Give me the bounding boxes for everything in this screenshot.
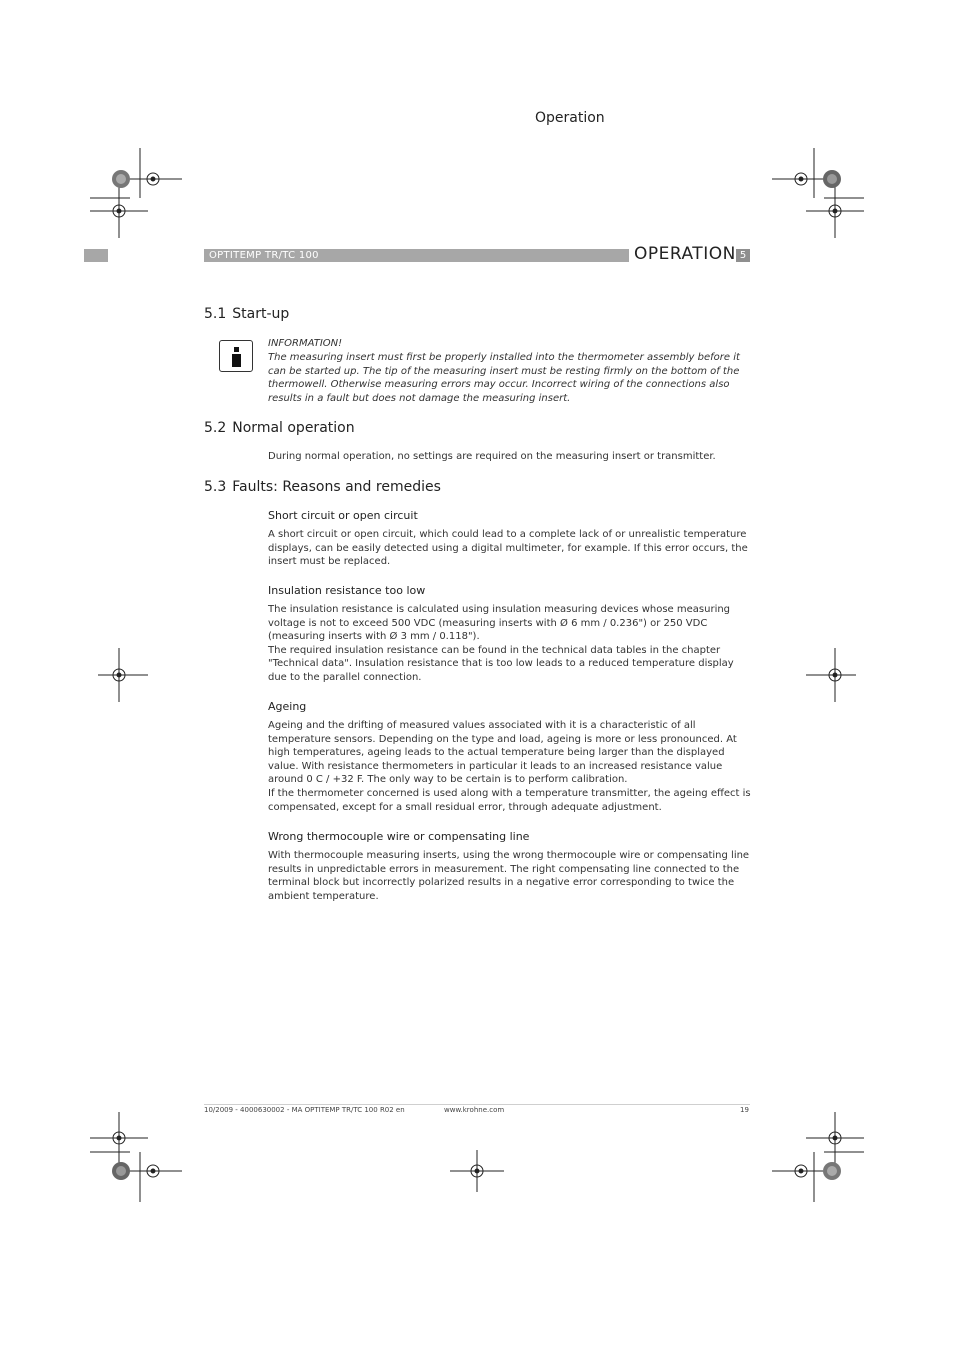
footer-website-link[interactable]: www.krohne.com [444,1106,505,1114]
subsection-text-ageing: Ageing and the drifting of measured values associated with it is a characteristic of all temperature sensors. Depending on the type and load, ageing is more or less pronounced. At high temperatures, ageing leads to the actual temperature being larger than the displayed value. With resistance thermometers in particular it leads to an increased resistance value around 0 C / +32 F. The only way to be certain is to perform calibration. If the thermometer concerned is used along with a temperature transmitter, the ageing effect is compensated, except for a small residual error, through adequate adjustment. [268,720,751,813]
section-title: Normal operation [232,420,355,436]
subsection-title-ageing: Ageing [268,700,307,713]
header-side-tab [84,249,108,262]
info-icon-dot [234,347,239,352]
section-heading-faults [204,479,441,495]
subsection-title-short-circuit: Short circuit or open circuit [268,509,418,522]
section-number: 5.2 [204,420,227,436]
page-top-title: Operation [535,110,605,126]
subsection-text-short-circuit: A short circuit or open circuit, which could lead to a complete lack of or unrealistic temperature displays, can be easily detected using a digital multimeter, for example. If this error occurs, the insert must be replaced. [268,529,748,568]
section-heading-normal-operation [204,420,355,436]
footer-document-reference: 10/2009 - 4000630002 - MA OPTITEMP TR/TC 100 R02 en [204,1106,405,1114]
section-heading-startup [204,306,289,322]
section-title: Start-up [232,306,290,322]
information-icon [219,340,253,372]
info-icon-stem [232,354,241,367]
subsection-title-insulation: Insulation resistance too low [268,584,426,597]
info-text: The measuring insert must first be properly installed into the thermometer assembly before it can be started up. The tip of the measuring insert must be resting firmly on the bottom of the thermowell. Otherwise measuring errors may occur. Incorrect wiring of the connections also results in a fault but does not damage the measuring insert. [268,352,740,404]
subsection-title-wrong-thermocouple: Wrong thermocouple wire or compensating line [268,830,530,843]
header-product-name: OPTITEMP TR/TC 100 [209,250,319,261]
footer-page-number: 19 [740,1106,749,1114]
section-number: 5.3 [204,479,227,495]
footer-divider [204,1104,750,1105]
normal-operation-text: During normal operation, no settings are required on the measuring insert or transmitter. [268,451,716,462]
chapter-number-badge: 5 [736,249,750,262]
subsection-text-wrong-thermocouple: With thermocouple measuring inserts, using the wrong thermocouple wire or compensating line results in unpredictable errors in measurement. The right compensating line connected to the terminal block but incorrectly polarized results in a negative error corresponding to twice the ambient temperature. [268,850,750,902]
subsection-text-insulation: The insulation resistance is calculated using insulation measuring devices whose measuring voltage is not to exceed 500 VDC (measuring inserts with Ø 6 mm / 0.236") or 250 VDC (measuring inserts with Ø 3 mm / 0.118"). The required insulation resistance can be found in the technical data tables in the chapter "Technical data". Insulation resistance that is too low leads to a reduced temperature display due to the parallel connection. [268,604,734,683]
info-title: INFORMATION! [268,338,343,349]
section-title: Faults: Reasons and remedies [232,479,441,495]
section-number: 5.1 [204,306,227,322]
header-section-title: OPERATION [634,244,736,264]
